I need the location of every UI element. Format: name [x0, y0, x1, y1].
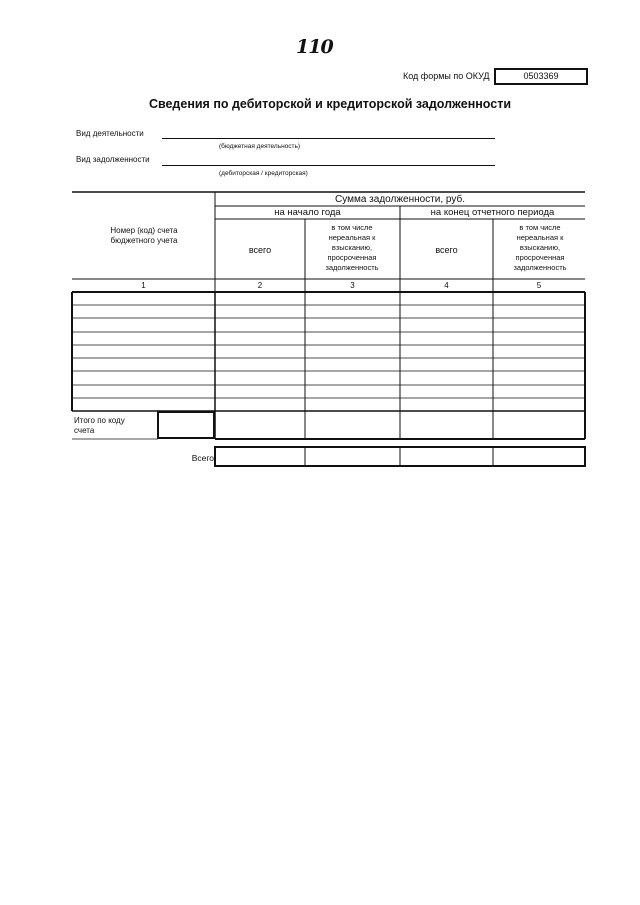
activity-label: Вид деятельности [76, 129, 144, 138]
start-total-header: всего [248, 245, 272, 255]
end-of-period-header: на конец отчетного периода [430, 207, 555, 218]
start-of-year-header: на начало года [274, 207, 341, 218]
okud-code: 0503369 [494, 68, 588, 85]
document-title: Сведения по дебиторской и кредиторской задолженности [148, 97, 512, 111]
debt-sum-header: Сумма задолженности, руб. [334, 194, 465, 205]
vsego-label: Всего [191, 453, 214, 463]
start-overdue-header: в том числе нереальная к взысканию, просроченная задолженность [325, 223, 379, 272]
column-number-2: 2 [257, 281, 263, 290]
debt-line[interactable] [162, 165, 495, 166]
column-number-1: 1 [141, 281, 146, 290]
account-number-header: Номер (код) счета бюджетного учета [110, 226, 178, 245]
column-number-4: 4 [444, 281, 449, 290]
end-overdue-header: в том числе нереальная к взысканию, просроченная задолженность [513, 223, 567, 272]
activity-line[interactable] [162, 138, 495, 139]
page-number: 110 [296, 36, 333, 58]
end-total-header: всего [435, 245, 458, 255]
itogo-label: Итого по коду счета [74, 416, 125, 435]
debt-hint: (дебиторская / кредиторская) [219, 170, 308, 177]
activity-hint: (бюджетная деятельность) [219, 143, 301, 150]
okud-label: Код формы по ОКУД [403, 71, 490, 81]
column-number-3: 3 [350, 281, 355, 290]
debt-label: Вид задолженности [76, 155, 150, 164]
column-number-5: 5 [536, 281, 542, 290]
